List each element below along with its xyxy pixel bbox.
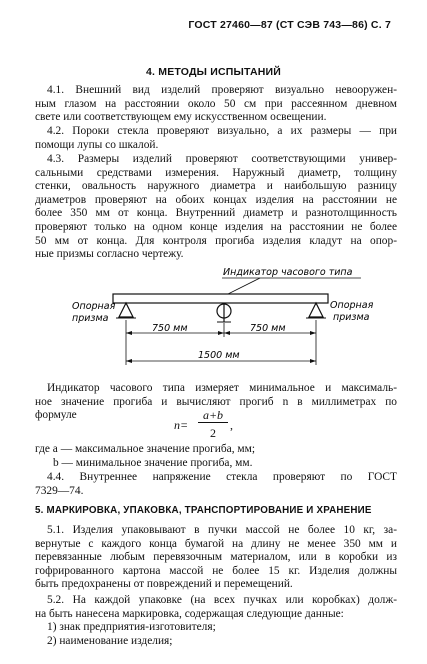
text-line: ным глазом на расстоянии около 50 см при рассеянном дневном	[35, 97, 397, 110]
text-line: быть предохранены от повреждений и перемещений.	[35, 578, 293, 591]
text-line: свете или соответствующем ему искусственном освещении.	[35, 111, 327, 124]
marking-list	[47, 621, 216, 648]
paragraph-4-4	[35, 471, 397, 498]
right-support-label-1: Опорная	[330, 300, 374, 311]
left-support-label-2: призма	[72, 313, 109, 324]
text-line: сальными средствами измерения. Наружный диаметр, толщину	[35, 166, 397, 179]
section-4-title: 4. МЕТОДЫ ИСПЫТАНИЙ	[145, 66, 282, 78]
arrow-icon	[310, 331, 316, 335]
text-line: диаметров проверяют на обоих концах изделия на расстоянии не	[35, 193, 397, 206]
dim-left-label: 750 мм	[152, 323, 188, 334]
indicator-leader	[228, 278, 260, 294]
paragraph-4-1	[35, 84, 397, 125]
section-5-title: 5. МАРКИРОВКА, УПАКОВКА, ТРАНСПОРТИРОВАНИЕ И ХРАНЕНИЕ	[35, 505, 372, 516]
text-line: 4.4. Внутреннее напряжение стекла проверяют по ГОСТ	[47, 471, 397, 483]
text-line: 5.1. Изделия упаковывают в пучки массой не более 10 кг, за-	[47, 524, 397, 536]
indicator-label: Индикатор часового типа	[223, 267, 353, 278]
page-header: ГОСТ 27460—87 (СТ СЭВ 743—86) С. 7	[188, 19, 391, 31]
paragraph-5-1	[35, 524, 397, 592]
text-line: гофрированного картона массой не более 15 кг. Изделия должны	[35, 564, 397, 577]
list-item: 2) наименование изделия;	[47, 634, 173, 647]
left-prism-icon	[119, 303, 133, 317]
text-line: 5.2. На каждой упаковке (на всех пучках или коробках) долж-	[47, 594, 397, 606]
left-support-label-1: Опорная	[72, 301, 116, 312]
text-line: 4.1. Внешний вид изделий проверяют визуально невооружен-	[47, 84, 397, 96]
paragraph-4-2	[35, 125, 397, 152]
fraction-bar	[198, 422, 228, 423]
dim-right-label: 750 мм	[250, 323, 286, 334]
text-line: более 350 мм от конца. Внутренний диаметр и разнотолщинность	[35, 207, 397, 220]
text-line: 7329—74.	[35, 484, 84, 497]
text-line: перевязанные любым перевязочным материалом, или в коробки из	[35, 551, 397, 564]
formula-tail: ,	[230, 418, 233, 432]
arrow-icon	[126, 359, 132, 363]
arrow-icon	[224, 331, 230, 335]
text-line: на быть нанесена маркировка, содержащая следующие данные:	[35, 607, 344, 620]
text-line: 4.2. Пороки стекла проверяют визуально, а их размеры — при	[47, 125, 397, 137]
paragraph-4-3	[35, 153, 397, 262]
text-line: проверяют только на одном конце изделия на расстоянии не более	[35, 220, 397, 233]
text-line: 4.3. Размеры изделий проверяют соответствующими универ-	[47, 153, 397, 165]
text-line: формуле	[35, 409, 77, 422]
dim-total-label: 1500 мм	[198, 350, 240, 361]
list-item: 1) знак предприятия-изготовителя;	[47, 621, 216, 633]
text-line: ное значение прогиба и вычисляют прогиб n в миллиметрах по	[35, 395, 397, 408]
where-line-a: где a — максимальное значение прогиба, мм;	[35, 443, 255, 455]
where-line-b: b — минимальное значение прогиба, мм.	[53, 456, 253, 469]
formula-denominator: 2	[210, 426, 216, 440]
text-line: помощи лупы со шкалой.	[35, 138, 159, 151]
arrow-icon	[218, 331, 224, 335]
right-support-label-2: призма	[333, 312, 370, 323]
formula-numerator: a+b	[202, 408, 224, 422]
text-line: вернутые с каждого конца бумагой на длину не менее 350 мм и	[35, 537, 397, 550]
right-prism-icon	[309, 303, 323, 317]
glass-tube	[113, 294, 328, 303]
arrow-icon	[126, 331, 132, 335]
paragraph-5-2	[35, 594, 397, 621]
text-line: Индикатор часового типа измеряет минимальное и максималь-	[47, 382, 397, 394]
arrow-icon	[310, 359, 316, 363]
text-line: стенки, овальность наружного диаметра и наибольшую разницу	[35, 180, 397, 193]
deflection-test-diagram	[0, 265, 427, 380]
text-line: ные призмы согласно чертежу.	[35, 248, 184, 261]
text-line: 50 мм от конца. Для контроля прогиба изделия кладут на опор-	[35, 234, 397, 247]
formula-lhs: n=	[174, 418, 189, 432]
where-clause	[35, 443, 255, 470]
